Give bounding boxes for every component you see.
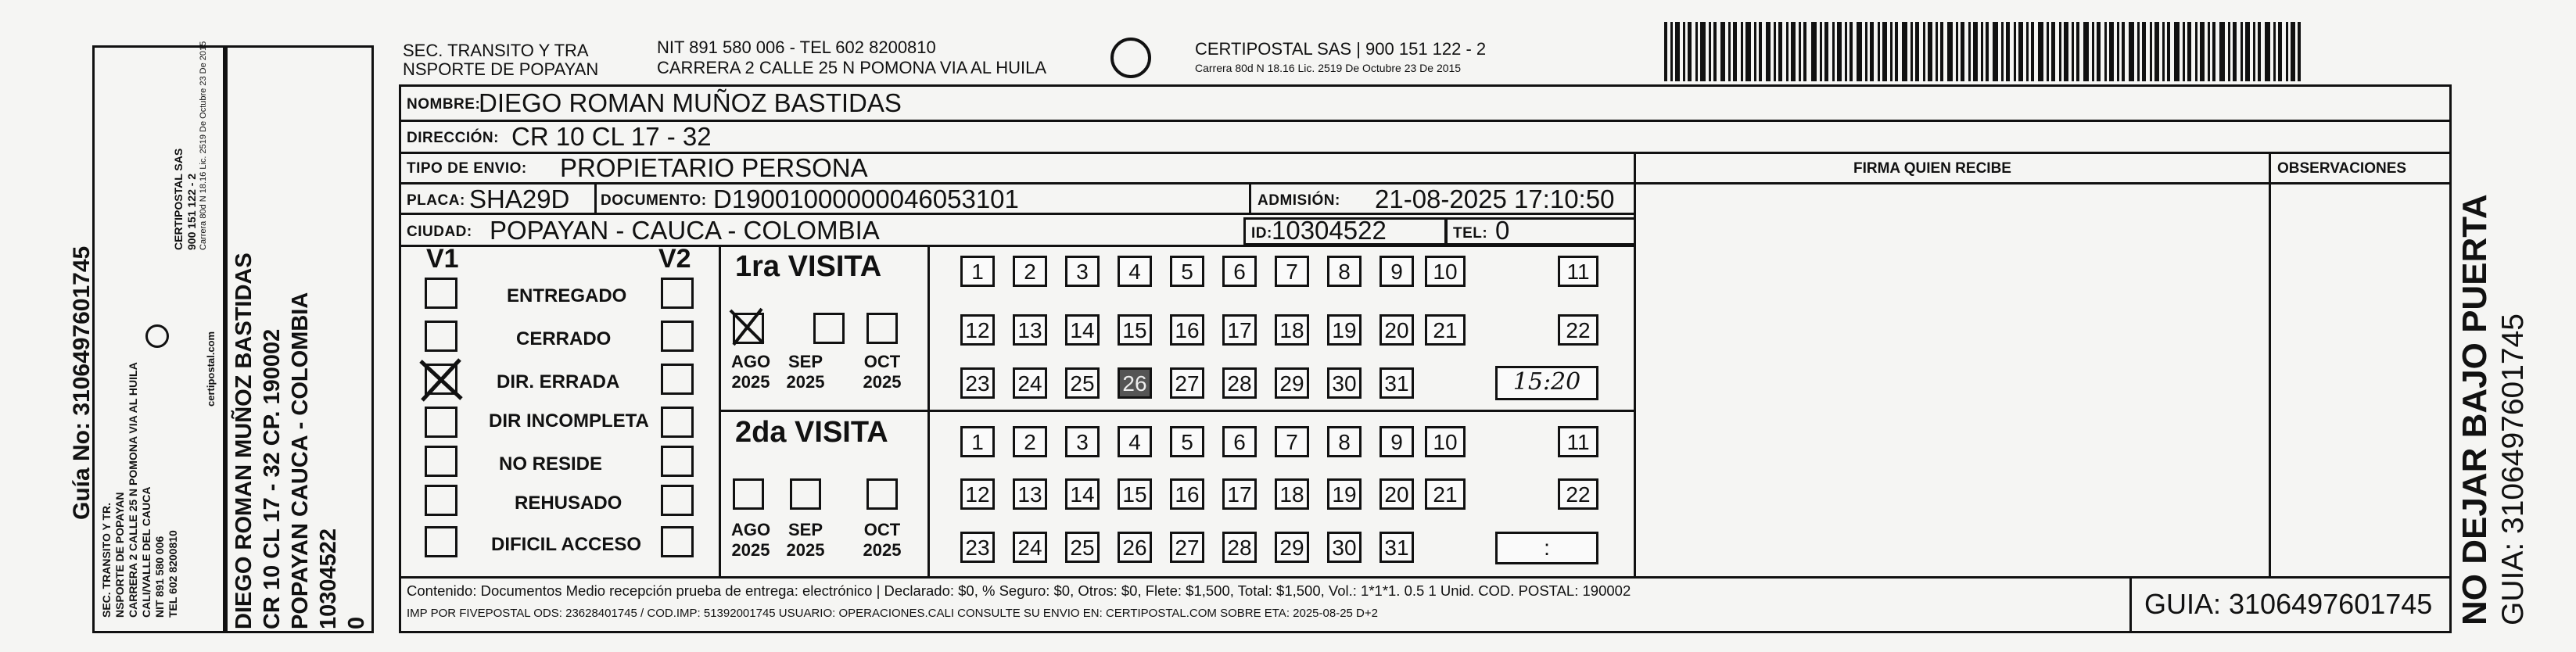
visit1-day-16[interactable]: 16: [1170, 314, 1204, 346]
visit2-day-24[interactable]: 24: [1013, 532, 1047, 563]
v1-checkbox-rehusado[interactable]: [425, 485, 457, 516]
month-year: 2025: [863, 540, 902, 560]
stub-carrier-line-2: Carrera 80d N 18.16 Lic. 2519 De Octubre 23 De 2015: [199, 41, 208, 250]
visit2-day-31[interactable]: 31: [1379, 532, 1414, 563]
visit2-month-sep: [778, 520, 833, 561]
visit2-day-13[interactable]: 13: [1013, 478, 1047, 510]
v1-checkbox-dir-errada[interactable]: [425, 364, 457, 395]
footer-guia: GUIA: 3106497601745: [2144, 588, 2433, 620]
option-dir-incompleta: DIR INCOMPLETA: [489, 410, 649, 432]
visit2-day-19[interactable]: 19: [1327, 478, 1362, 510]
v2-checkbox-cerrado[interactable]: [661, 321, 694, 352]
visit1-day-28[interactable]: 28: [1222, 367, 1257, 399]
month-year: 2025: [786, 372, 825, 392]
visit1-month-ago: [723, 352, 778, 392]
visit2-title: 2da VISITA: [735, 416, 888, 449]
header-carrier-logo-icon: [1110, 38, 1151, 78]
visit2-day-26[interactable]: 26: [1118, 532, 1152, 563]
month-name: OCT: [863, 352, 901, 371]
visit2-day-18[interactable]: 18: [1275, 478, 1309, 510]
visit1-day-25[interactable]: 25: [1065, 367, 1100, 399]
option-dir-errada: DIR. ERRADA: [497, 371, 620, 392]
firma-label: FIRMA QUIEN RECIBE: [1853, 160, 2011, 177]
visit1-day-30[interactable]: 30: [1327, 367, 1362, 399]
option-entregado: ENTREGADO: [507, 285, 627, 306]
footer-line1: Contenido: Documentos Medio recepción prueba de entrega: electrónico | Declarado: $0, % Seguro: $0, Otros: $0, Flete: $1,500, Total: $1,500, Vol.: 1*1*1. 0.5 1 Unid. COD. POSTAL: 190002: [407, 582, 1631, 599]
id-value: 10304522: [1272, 216, 1387, 245]
visit1-day-13[interactable]: 13: [1013, 314, 1047, 346]
placa-value: SHA29D: [469, 184, 570, 213]
visit1-month-sep: [778, 352, 833, 392]
visit2-day-28[interactable]: 28: [1222, 532, 1257, 563]
visit2-day-30[interactable]: 30: [1327, 532, 1362, 563]
admision-value: 21-08-2025 17:10:50: [1375, 184, 1615, 213]
v2-checkbox-rehusado[interactable]: [661, 485, 694, 516]
month-name: SEP: [788, 520, 823, 539]
stub-sender-line-5: TEL 602 8200810: [167, 530, 179, 618]
visit2-day-23[interactable]: 23: [960, 532, 995, 563]
header-address-line: CARRERA 2 CALLE 25 N POMONA VIA AL HUILA: [657, 58, 1047, 77]
visit1-day-10[interactable]: 10: [1425, 256, 1466, 287]
visit2-day-4[interactable]: 4: [1118, 426, 1152, 457]
v1-checkbox-dificil-acceso[interactable]: [425, 526, 457, 557]
visit2-day-20[interactable]: 20: [1379, 478, 1414, 510]
v1-checkbox-no-reside[interactable]: [425, 446, 457, 477]
visit2-day-22[interactable]: 22: [1558, 478, 1598, 510]
stub-sender-line-2: CARRERA 2 CALLE 25 N POMONA VIA AL HUILA: [127, 362, 139, 618]
header-carrier-line: CERTIPOSTAL SAS | 900 151 122 - 2: [1195, 39, 1487, 59]
barcode: [1664, 22, 2301, 81]
option-cerrado: CERRADO: [516, 328, 612, 349]
v2-checkbox-dificil-acceso[interactable]: [661, 526, 694, 557]
ciudad-label: CIUDAD:: [407, 224, 472, 240]
visit2-month-ago: [723, 520, 778, 561]
visit2-day-2[interactable]: 2: [1013, 426, 1047, 457]
visit2-day-25[interactable]: 25: [1065, 532, 1100, 563]
nombre-label: NOMBRE:: [407, 96, 481, 113]
visit1-day-22[interactable]: 22: [1558, 314, 1598, 346]
month-name: AGO: [730, 352, 771, 371]
visit2-day-10[interactable]: 10: [1425, 426, 1466, 457]
visit2-day-29[interactable]: 29: [1275, 532, 1309, 563]
v1-checkbox-entregado[interactable]: [425, 278, 457, 309]
stub-recipient-extra: 0: [344, 616, 369, 629]
visit2-day-15[interactable]: 15: [1118, 478, 1152, 510]
visit2-day-11[interactable]: 11: [1558, 426, 1598, 457]
visit2-day-21[interactable]: 21: [1425, 478, 1466, 510]
v1-checkbox-cerrado[interactable]: [425, 321, 457, 352]
visit1-day-12[interactable]: 12: [960, 314, 995, 346]
month-name: OCT: [863, 520, 901, 539]
visit2-month-sep-box[interactable]: [790, 478, 821, 510]
visit1-month-ago-box[interactable]: [733, 313, 764, 344]
option-rehusado: REHUSADO: [515, 493, 622, 514]
v2-checkbox-dir-errada[interactable]: [661, 364, 694, 395]
visit1-day-29[interactable]: 29: [1275, 367, 1309, 399]
visit1-day-3[interactable]: 3: [1065, 256, 1100, 287]
visit2-day-16[interactable]: 16: [1170, 478, 1204, 510]
right-guia: GUIA: 3106497601745: [2496, 313, 2530, 625]
month-name: SEP: [788, 352, 823, 371]
visit1-day-15[interactable]: 15: [1118, 314, 1152, 346]
visit2-day-3[interactable]: 3: [1065, 426, 1100, 457]
stub-sender-line-1: NSPORTE DE POPAYAN: [113, 492, 126, 618]
stub-recipient-address: CR 10 CL 17 - 32 CP. 190002: [260, 328, 285, 629]
visit1-day-14[interactable]: 14: [1065, 314, 1100, 346]
header-nit-line: NIT 891 580 006 - TEL 602 8200810: [657, 38, 936, 57]
visit1-month-oct-box[interactable]: [866, 313, 898, 344]
stub-sender-line-4: NIT 891 580 006: [153, 536, 166, 618]
stub-sender-line-3: CALI/VALLE DEL CAUCA: [140, 486, 152, 618]
x-mark-icon: [418, 356, 465, 403]
visit1-day-4[interactable]: 4: [1118, 256, 1152, 287]
placa-label: PLACA:: [407, 192, 465, 209]
visit1-day-1[interactable]: 1: [960, 256, 995, 287]
month-year: 2025: [863, 372, 902, 392]
visit1-day-18[interactable]: 18: [1275, 314, 1309, 346]
v2-checkbox-entregado[interactable]: [661, 278, 694, 309]
visit1-title: 1ra VISITA: [735, 250, 882, 283]
stub-recipient-city: POPAYAN CAUCA - COLOMBIA: [288, 292, 313, 629]
visit1-day-17[interactable]: 17: [1222, 314, 1257, 346]
option-dificil-acceso: DIFICIL ACCESO: [491, 534, 642, 555]
v2-checkbox-no-reside[interactable]: [661, 446, 694, 477]
visit1-day-5[interactable]: 5: [1170, 256, 1204, 287]
visit2-day-14[interactable]: 14: [1065, 478, 1100, 510]
v1-checkbox-dir-incompleta[interactable]: [425, 407, 457, 438]
observaciones-area[interactable]: [2269, 152, 2452, 579]
footer-line2: IMP POR FIVEPOSTAL ODS: 23628401745 / COD.IMP: 51392001745 USUARIO: OPERACIONES.CALI CONSULTE SU ENVIO EN: CERTIPOSTAL.COM SOBRE ETA: 2025-08-25 D+2: [407, 607, 1378, 620]
id-label: ID:: [1251, 225, 1272, 242]
header-carrier-license: Carrera 80d N 18.16 Lic. 2519 De Octubre 23 De 2015: [1195, 62, 1462, 74]
visit1-day-23[interactable]: 23: [960, 367, 995, 399]
visit2-time[interactable]: :: [1495, 532, 1598, 564]
documento-value: D19001000000046053101: [713, 184, 1019, 213]
v1-label: V1: [426, 244, 459, 274]
header-sender-line2: NSPORTE DE POPAYAN: [403, 59, 599, 79]
tipo-value: PROPIETARIO PERSONA: [560, 153, 868, 182]
visit2-day-7[interactable]: 7: [1275, 426, 1309, 457]
visit2-day-12[interactable]: 12: [960, 478, 995, 510]
visit1-day-8[interactable]: 8: [1327, 256, 1362, 287]
visit1-day-2[interactable]: 2: [1013, 256, 1047, 287]
visit2-day-1[interactable]: 1: [960, 426, 995, 457]
tel-label: TEL:: [1453, 225, 1488, 242]
visit1-day-7[interactable]: 7: [1275, 256, 1309, 287]
visit1-day-26[interactable]: 26: [1118, 367, 1152, 399]
stub-recipient-name: DIEGO ROMAN MUÑOZ BASTIDAS: [231, 253, 257, 629]
visit2-day-27[interactable]: 27: [1170, 532, 1204, 563]
visit2-month-oct-box[interactable]: [866, 478, 898, 510]
nombre-value: DIEGO ROMAN MUÑOZ BASTIDAS: [479, 88, 902, 117]
option-no-reside: NO RESIDE: [499, 453, 603, 475]
visit2-day-8[interactable]: 8: [1327, 426, 1362, 457]
direccion-label: DIRECCIÓN:: [407, 130, 499, 146]
visit2-day-6[interactable]: 6: [1222, 426, 1257, 457]
header-sender-line1: SEC. TRANSITO Y TRA: [403, 41, 589, 60]
visit2-month-oct: [855, 520, 909, 561]
visit1-day-6[interactable]: 6: [1222, 256, 1257, 287]
visit1-day-20[interactable]: 20: [1379, 314, 1414, 346]
visit1-day-27[interactable]: 27: [1170, 367, 1204, 399]
x-mark-icon: [726, 304, 770, 348]
stub-carrier-line-1: 900 151 122 - 2: [185, 173, 198, 250]
visit1-day-24[interactable]: 24: [1013, 367, 1047, 399]
visit1-month-sep-box[interactable]: [813, 313, 845, 344]
observaciones-label: OBSERVACIONES: [2277, 160, 2407, 177]
month-year: 2025: [731, 540, 770, 560]
month-name: AGO: [730, 520, 771, 539]
v2-label: V2: [658, 244, 691, 274]
visit1-day-31[interactable]: 31: [1379, 367, 1414, 399]
admision-label: ADMISIÓN:: [1258, 192, 1340, 209]
month-year: 2025: [731, 372, 770, 392]
visit1-day-19[interactable]: 19: [1327, 314, 1362, 346]
stub-carrier-web: certipostal.com: [205, 331, 217, 407]
visit2-day-5[interactable]: 5: [1170, 426, 1204, 457]
no-dejar-bajo-puerta: NO DEJAR BAJO PUERTA: [2456, 194, 2494, 625]
visit1-day-21[interactable]: 21: [1425, 314, 1466, 346]
visit2-day-17[interactable]: 17: [1222, 478, 1257, 510]
visit1-day-9[interactable]: 9: [1379, 256, 1414, 287]
stub-recipient-id: 10304522: [316, 528, 341, 629]
month-year: 2025: [786, 540, 825, 560]
documento-label: DOCUMENTO:: [601, 192, 707, 209]
tel-value: 0: [1495, 216, 1510, 245]
ciudad-value: POPAYAN - CAUCA - COLOMBIA: [490, 216, 880, 245]
visit1-month-oct: [855, 352, 909, 392]
stub-sender-line-0: SEC. TRANSITO Y TR.: [100, 502, 113, 618]
visit1-time[interactable]: 15:20: [1495, 366, 1598, 400]
visit2-month-ago-box[interactable]: [733, 478, 764, 510]
v2-checkbox-dir-incompleta[interactable]: [661, 407, 694, 438]
tipo-label: TIPO DE ENVIO:: [407, 160, 527, 177]
stub-carrier-line-0: CERTIPOSTAL SAS: [172, 148, 185, 250]
visit2-day-9[interactable]: 9: [1379, 426, 1414, 457]
stub-carrier-logo-icon: [145, 324, 169, 348]
visit1-day-11[interactable]: 11: [1558, 256, 1598, 287]
stub-guia-label: Guía No: 3106497601745: [69, 245, 95, 520]
firma-area[interactable]: [1634, 152, 2271, 579]
direccion-value: CR 10 CL 17 - 32: [511, 122, 712, 151]
